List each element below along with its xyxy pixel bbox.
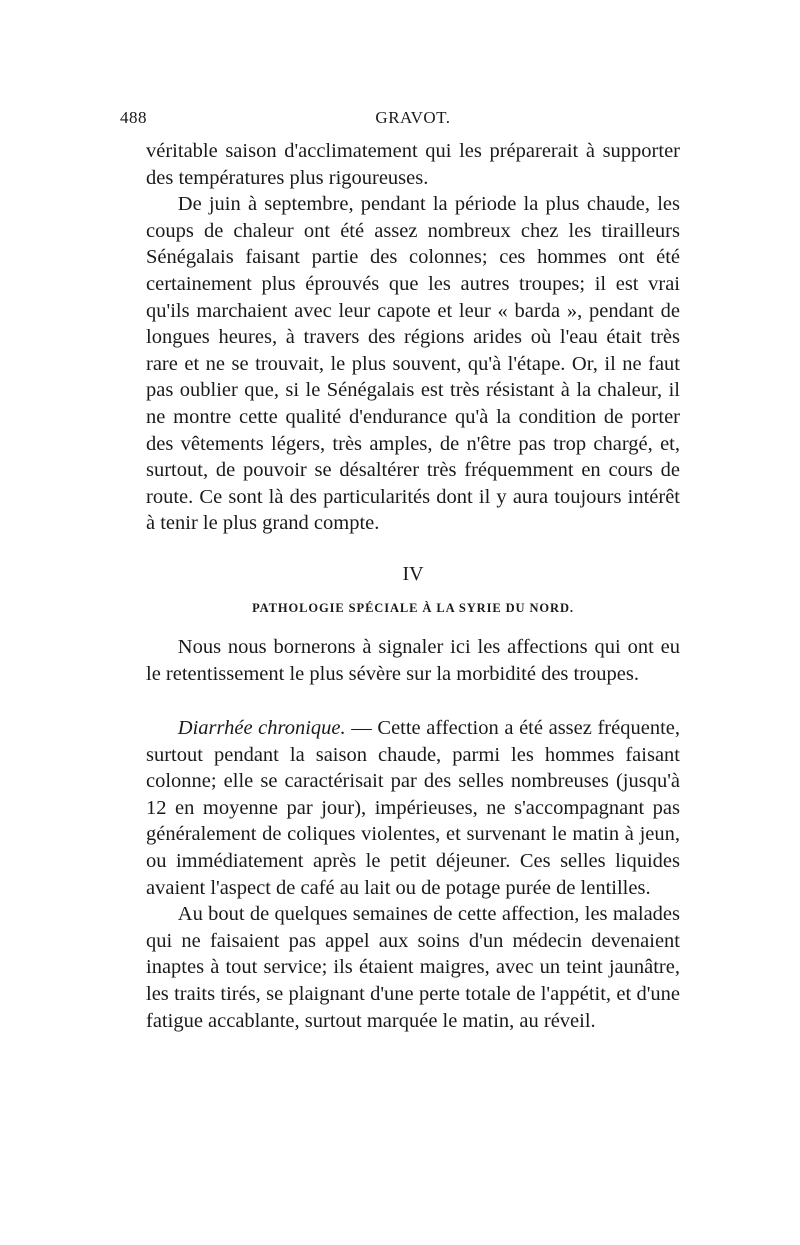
book-page bbox=[120, 108, 680, 1034]
paragraph-diarrhea bbox=[146, 715, 680, 901]
running-head: GRAVOT. bbox=[375, 108, 451, 127]
paragraph-continued: véritable saison d'acclimatement qui les préparerait à supporter des températures plus rigoureuses. bbox=[146, 140, 680, 189]
term-diarrhea: Diarrhée chronique. bbox=[177, 717, 346, 740]
paragraph-heatstroke: De juin à septembre, pendant la période la plus chaude, les coups de chaleur ont été assez nombreux chez les tirailleurs Sénégalais faisant partie des colonnes; ces hommes ont été certainement plus éprouvés que les autres troupes; il est vrai qu'ils marchaient avec leur capote et leur « barda », pendant de longues heures, à travers des régions arides où l'eau était très rare et ne se trouvait, le plus souvent, qu'à l'étape. Or, il ne faut pas oublier que, si le Sénégalais est très résistant à la chaleur, il ne montre cette qualité d'endurance qu'à la condition de porter des vêtements légers, très amples, de n'être pas trop chargé, et, surtout, de pouvoir se désaltérer très fréquemment en cours de route. Ce sont là des particularités dont il y aura toujours intérêt à tenir le plus grand compte. bbox=[146, 193, 680, 535]
section-title: PATHOLOGIE SPÉCIALE À LA SYRIE DU NORD. bbox=[252, 600, 574, 615]
spacer bbox=[146, 687, 680, 715]
page-number: 488 bbox=[120, 108, 147, 127]
section-number: IV bbox=[402, 562, 424, 585]
page-header bbox=[120, 108, 680, 138]
diarrhea-text: — Cette affection a été assez fréquente, surtout pendant la saison chaude, parmi les hommes faisant colonne; elle se caractérisait par des selles nombreuses (jusqu'à 12 en moyenne par jour), impérieuses, ne s'accompagnant pas généralement de coliques violentes, et survenant le matin à jeun, ou immédiatement après le petit déjeuner. Ces selles liquides avaient l'aspect de café au lait ou de potage purée de lentilles. bbox=[146, 717, 680, 899]
paragraph-intro: Nous nous bornerons à signaler ici les affections qui ont eu le retentissement le plus sévère sur la morbidité des troupes. bbox=[146, 635, 680, 685]
paragraph-symptoms: Au bout de quelques semaines de cette affection, les malades qui ne faisaient pas appel aux soins d'un médecin devenaient inaptes à tout service; ils étaient maigres, avec un teint jaunâtre, les traits tirés, se plaignant d'une perte totale de l'appétit, et d'une fatigue accablante, surtout marquée le matin, au réveil. bbox=[146, 903, 680, 1032]
